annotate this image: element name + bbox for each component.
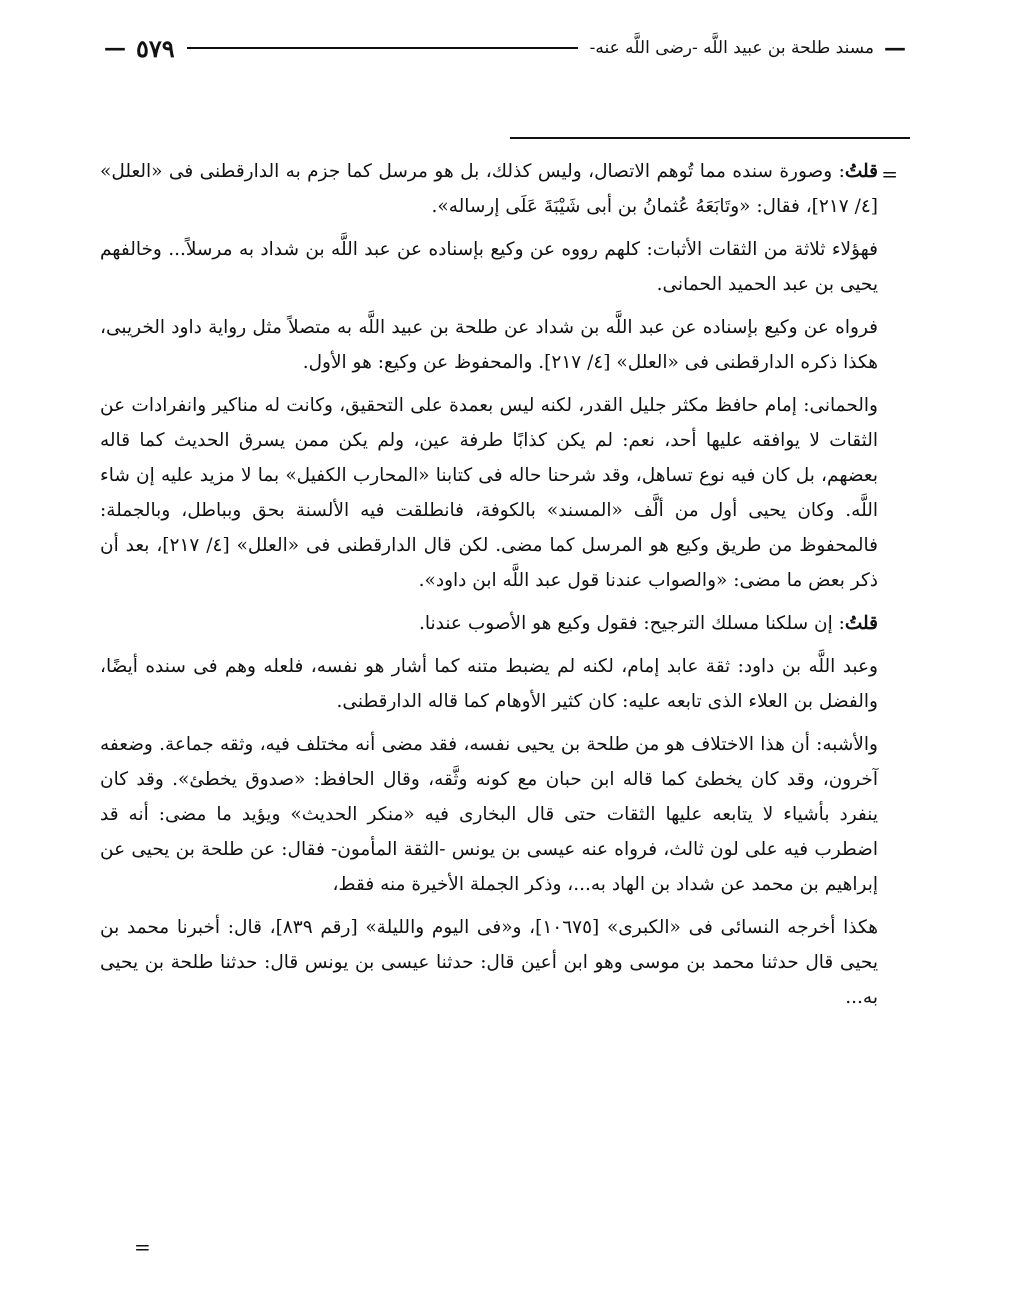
paragraph-text: : وصورة سنده مما تُوهم الاتصال، وليس كذلك، بل هو مرسل كما جزم به الدارقطنى فى «العلل» [٤/ ٢١٧]، فقال: «وتَابَعَهُ عُثمانُ بن أبى شَيْبَةَ عَلَى إرساله».: [100, 161, 878, 217]
paragraph-text: : إن سلكنا مسلك الترجيح: فقول وكيع هو الأصوب عندنا.: [418, 613, 845, 634]
paragraph-text: فهؤلاء ثلاثة من الثقات الأثبات: كلهم رووه عن وكيع بإسناده عن عبد اللَّه بن شداد به مرسلاً... وخالفهم يحيى بن عبد الحميد الحمانى.: [100, 239, 878, 295]
paragraph: [100, 727, 878, 902]
header-dash-left: —: [104, 35, 126, 61]
paragraph-text: والحمانى: إمام حافظ مكثر جليل القدر، لكنه ليس بعمدة على التحقيق، وكانت له مناكير وانفرادات عن الثقات لا يوافقه عليها أحد، نعم: لم يكن كذابًا طرفة عين، ولم يكن ممن يسرق الحديث كما قاله بعضهم، بل كان فيه نوع تساهل، وقد شرحنا حاله فى كتابنا «المحارب الكفيل» بما لا مزيد عليه إن شاء اللَّه. وكان يحيى أول من ألَّف «المسند» بالكوفة، فانطلقت فيه الألسنة بحق وبباطل، وبالجملة: فالمحفوظ من طريق وكيع هو المرسل كما مضى. لكن قال الدارقطنى فى «العلل» [٤/ ٢١٧]، بعد أن ذكر بعض ما مضى: «والصواب عندنا قول عبد اللَّه ابن داود».: [100, 395, 878, 591]
end-mark: =: [134, 1235, 151, 1259]
paragraph: [100, 232, 878, 302]
page-number: ٥٧٩: [136, 33, 175, 63]
paragraph: [100, 910, 878, 1015]
paragraph: [100, 154, 878, 224]
paragraph: [100, 310, 878, 380]
header-dash-right: —: [884, 35, 906, 61]
paragraph: [100, 649, 878, 719]
paragraph-text: هكذا أخرجه النسائى فى «الكبرى» [١٠٦٧٥]، و«فى اليوم والليلة» [رقم ٨٣٩]، قال: أخبرنا محمد بن يحيى قال حدثنا محمد بن موسى وهو ابن أعين قال: حدثنا عيسى بن يونس قال: حدثنا طلحة بن يحيى به...: [100, 917, 878, 1008]
paragraph-text: وعبد اللَّه بن داود: ثقة عابد إمام، لكنه لم يضبط متنه كما أشار هو نفسه، فلعله وهم فى سنده أيضًا، والفضل بن العلاء الذى تابعه عليه: كان كثير الأوهام كما قاله الدارقطنى.: [100, 656, 878, 712]
footnote-separator: [510, 137, 910, 139]
continuation-mark: =: [881, 162, 898, 186]
paragraph: [100, 388, 878, 598]
header-rule: [187, 47, 578, 49]
paragraph-lead: قلتُ: [844, 161, 878, 182]
running-header: [100, 30, 910, 66]
header-title: مسند طلحة بن عبيد اللَّه -رضى اللَّه عنه-: [589, 38, 874, 58]
paragraph-text: والأشبه: أن هذا الاختلاف هو من طلحة بن يحيى نفسه، فقد مضى أنه مختلف فيه، وثقه جماعة. وضعفه آخرون، وقد كان يخطئ كما قاله ابن حبان مع كونه وثَّقه، وقال الحافظ: «صدوق يخطئ». وقد كان ينفرد بأشياء لا يتابعه عليها الثقات حتى قال البخارى فيه «منكر الحديث» ويؤيد ما مضى: أنه قد اضطرب فيه على لون ثالث، فرواه عنه عيسى بن يونس -الثقة المأمون- فقال: عن طلحة بن يحيى عن إبراهيم بن محمد عن شداد بن الهاد به...، وذكر الجملة الأخيرة منه فقط،: [100, 734, 878, 895]
paragraph: [100, 606, 878, 641]
paragraph-lead: قلتُ: [844, 613, 878, 634]
paragraph-text: فرواه عن وكيع بإسناده عن عبد اللَّه بن شداد عن طلحة بن عبيد اللَّه به متصلاً مثل رواية داود الخريبى، هكذا ذكره الدارقطنى فى «العلل» [٤/ ٢١٧]. والمحفوظ عن وكيع: هو الأول.: [100, 317, 878, 373]
footnote-body: [100, 154, 878, 1023]
